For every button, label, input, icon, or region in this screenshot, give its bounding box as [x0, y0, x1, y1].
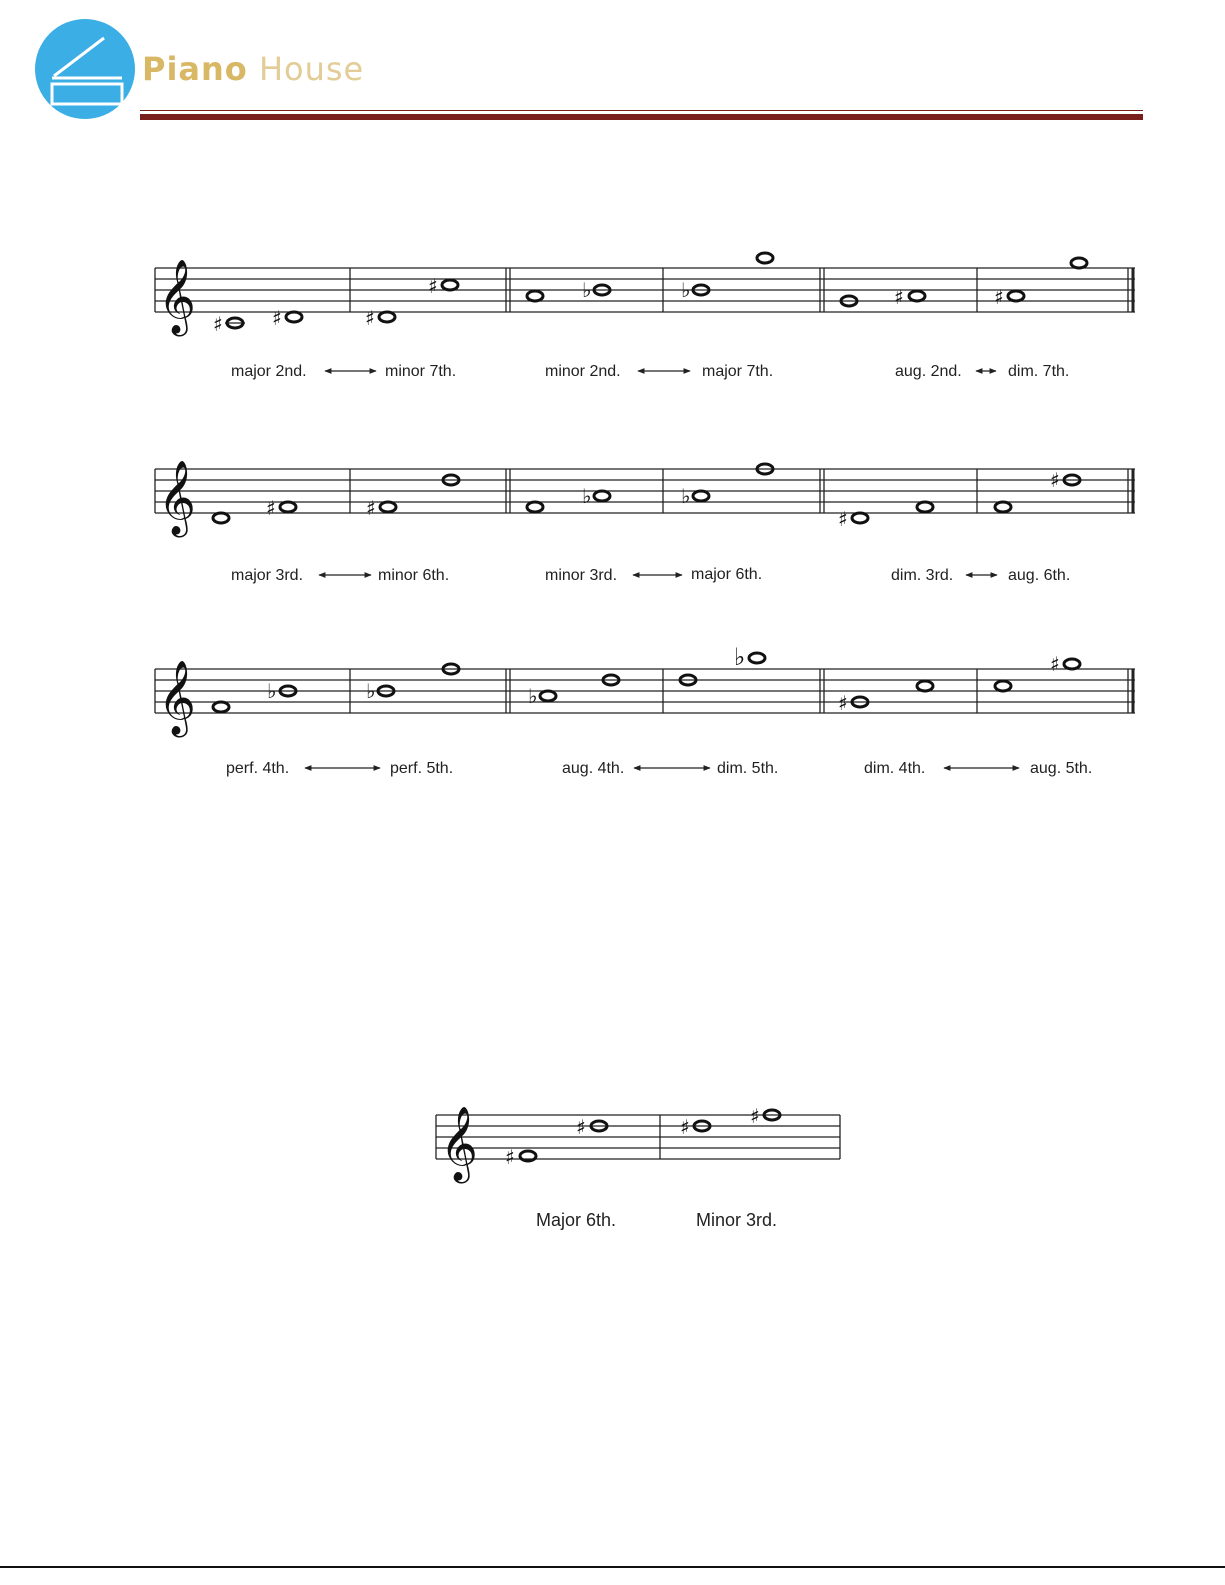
note-head	[594, 491, 610, 501]
staff-lines	[436, 1115, 840, 1159]
sharp-icon: ♯	[272, 306, 282, 330]
interval-row-3	[155, 643, 1135, 777]
flat-icon: ♭	[366, 679, 376, 703]
note-head	[995, 502, 1011, 512]
note-head	[909, 291, 925, 301]
interval-row-2	[155, 461, 1135, 584]
interval-label: aug. 6th.	[1008, 567, 1071, 584]
note-head	[380, 502, 396, 512]
flat-icon: ♭	[582, 278, 592, 302]
note-head	[213, 702, 229, 712]
sharp-icon: ♯	[1050, 652, 1060, 676]
note-head	[442, 280, 458, 290]
staff-lines	[155, 268, 1135, 312]
interval-labels	[226, 760, 1092, 777]
sharp-icon: ♯	[505, 1145, 515, 1169]
note-head	[280, 502, 296, 512]
flat-icon: ♭	[528, 684, 538, 708]
note-head	[1071, 258, 1087, 268]
sharp-icon: ♯	[1050, 468, 1060, 492]
example-staff	[436, 1104, 840, 1230]
interval-label: major 2nd.	[231, 363, 307, 380]
interval-label: major 7th.	[702, 363, 774, 380]
staff-lines	[155, 469, 1135, 513]
interval-labels	[231, 566, 1070, 584]
sharp-icon: ♯	[428, 274, 438, 298]
interval-label: dim. 7th.	[1008, 363, 1070, 380]
note-head	[213, 513, 229, 523]
interval-label: minor 3rd.	[545, 567, 618, 584]
note-head	[286, 312, 302, 322]
sharp-icon: ♯	[366, 496, 376, 520]
flat-icon: ♭	[681, 484, 691, 508]
note-head	[527, 502, 543, 512]
staff-lines	[155, 669, 1135, 713]
note-head	[540, 691, 556, 701]
sharp-icon: ♯	[266, 496, 276, 520]
note-head	[1064, 659, 1080, 669]
treble-clef-icon: 𝄞	[158, 461, 196, 535]
interval-label: major 6th.	[691, 566, 763, 583]
note-head	[995, 681, 1011, 691]
interval-label: minor 6th.	[378, 567, 450, 584]
interval-labels	[231, 363, 1069, 380]
sharp-icon: ♯	[894, 285, 904, 309]
note-head	[693, 491, 709, 501]
flat-icon: ♭	[734, 643, 746, 671]
sharp-icon: ♯	[838, 691, 848, 715]
interval-label: aug. 2nd.	[895, 363, 962, 380]
interval-label: dim. 5th.	[717, 760, 779, 777]
sharp-icon: ♯	[838, 507, 848, 531]
flat-icon: ♭	[267, 679, 277, 703]
sharp-icon: ♯	[576, 1115, 586, 1139]
note-head	[757, 253, 773, 263]
notes	[213, 464, 1080, 531]
footer-rule	[0, 1566, 1225, 1568]
flat-icon: ♭	[582, 484, 592, 508]
interval-label: minor 7th.	[385, 363, 457, 380]
note-head	[1008, 291, 1024, 301]
sharp-icon: ♯	[994, 285, 1004, 309]
treble-clef-icon: 𝄞	[440, 1107, 478, 1181]
interval-label: aug. 5th.	[1030, 760, 1093, 777]
note-head	[749, 653, 765, 663]
sharp-icon: ♯	[750, 1104, 760, 1128]
treble-clef-icon: 𝄞	[158, 260, 196, 334]
note-head	[520, 1151, 536, 1161]
treble-clef-icon: 𝄞	[158, 661, 196, 735]
sharp-icon: ♯	[680, 1115, 690, 1139]
interval-label: aug. 4th.	[562, 760, 625, 777]
notes	[213, 253, 1087, 336]
flat-icon: ♭	[681, 278, 691, 302]
note-head	[527, 291, 543, 301]
note-head	[852, 513, 868, 523]
interval-label: perf. 4th.	[226, 760, 290, 777]
example-label: Minor 3rd.	[696, 1210, 778, 1230]
sharp-icon: ♯	[365, 306, 375, 330]
interval-label: perf. 5th.	[390, 760, 454, 777]
note-head	[379, 312, 395, 322]
interval-label: dim. 4th.	[864, 760, 926, 777]
note-head	[917, 502, 933, 512]
brand-name-part2: House	[247, 50, 365, 88]
interval-label: major 3rd.	[231, 567, 304, 584]
notes	[213, 643, 1080, 715]
interval-label: minor 2nd.	[545, 363, 621, 380]
brand-name-part1: Piano	[142, 50, 248, 88]
note-head	[917, 681, 933, 691]
sharp-icon: ♯	[213, 312, 223, 336]
example-label: Major 6th.	[536, 1210, 617, 1230]
interval-row-1	[155, 253, 1135, 380]
interval-label: dim. 3rd.	[891, 567, 954, 584]
